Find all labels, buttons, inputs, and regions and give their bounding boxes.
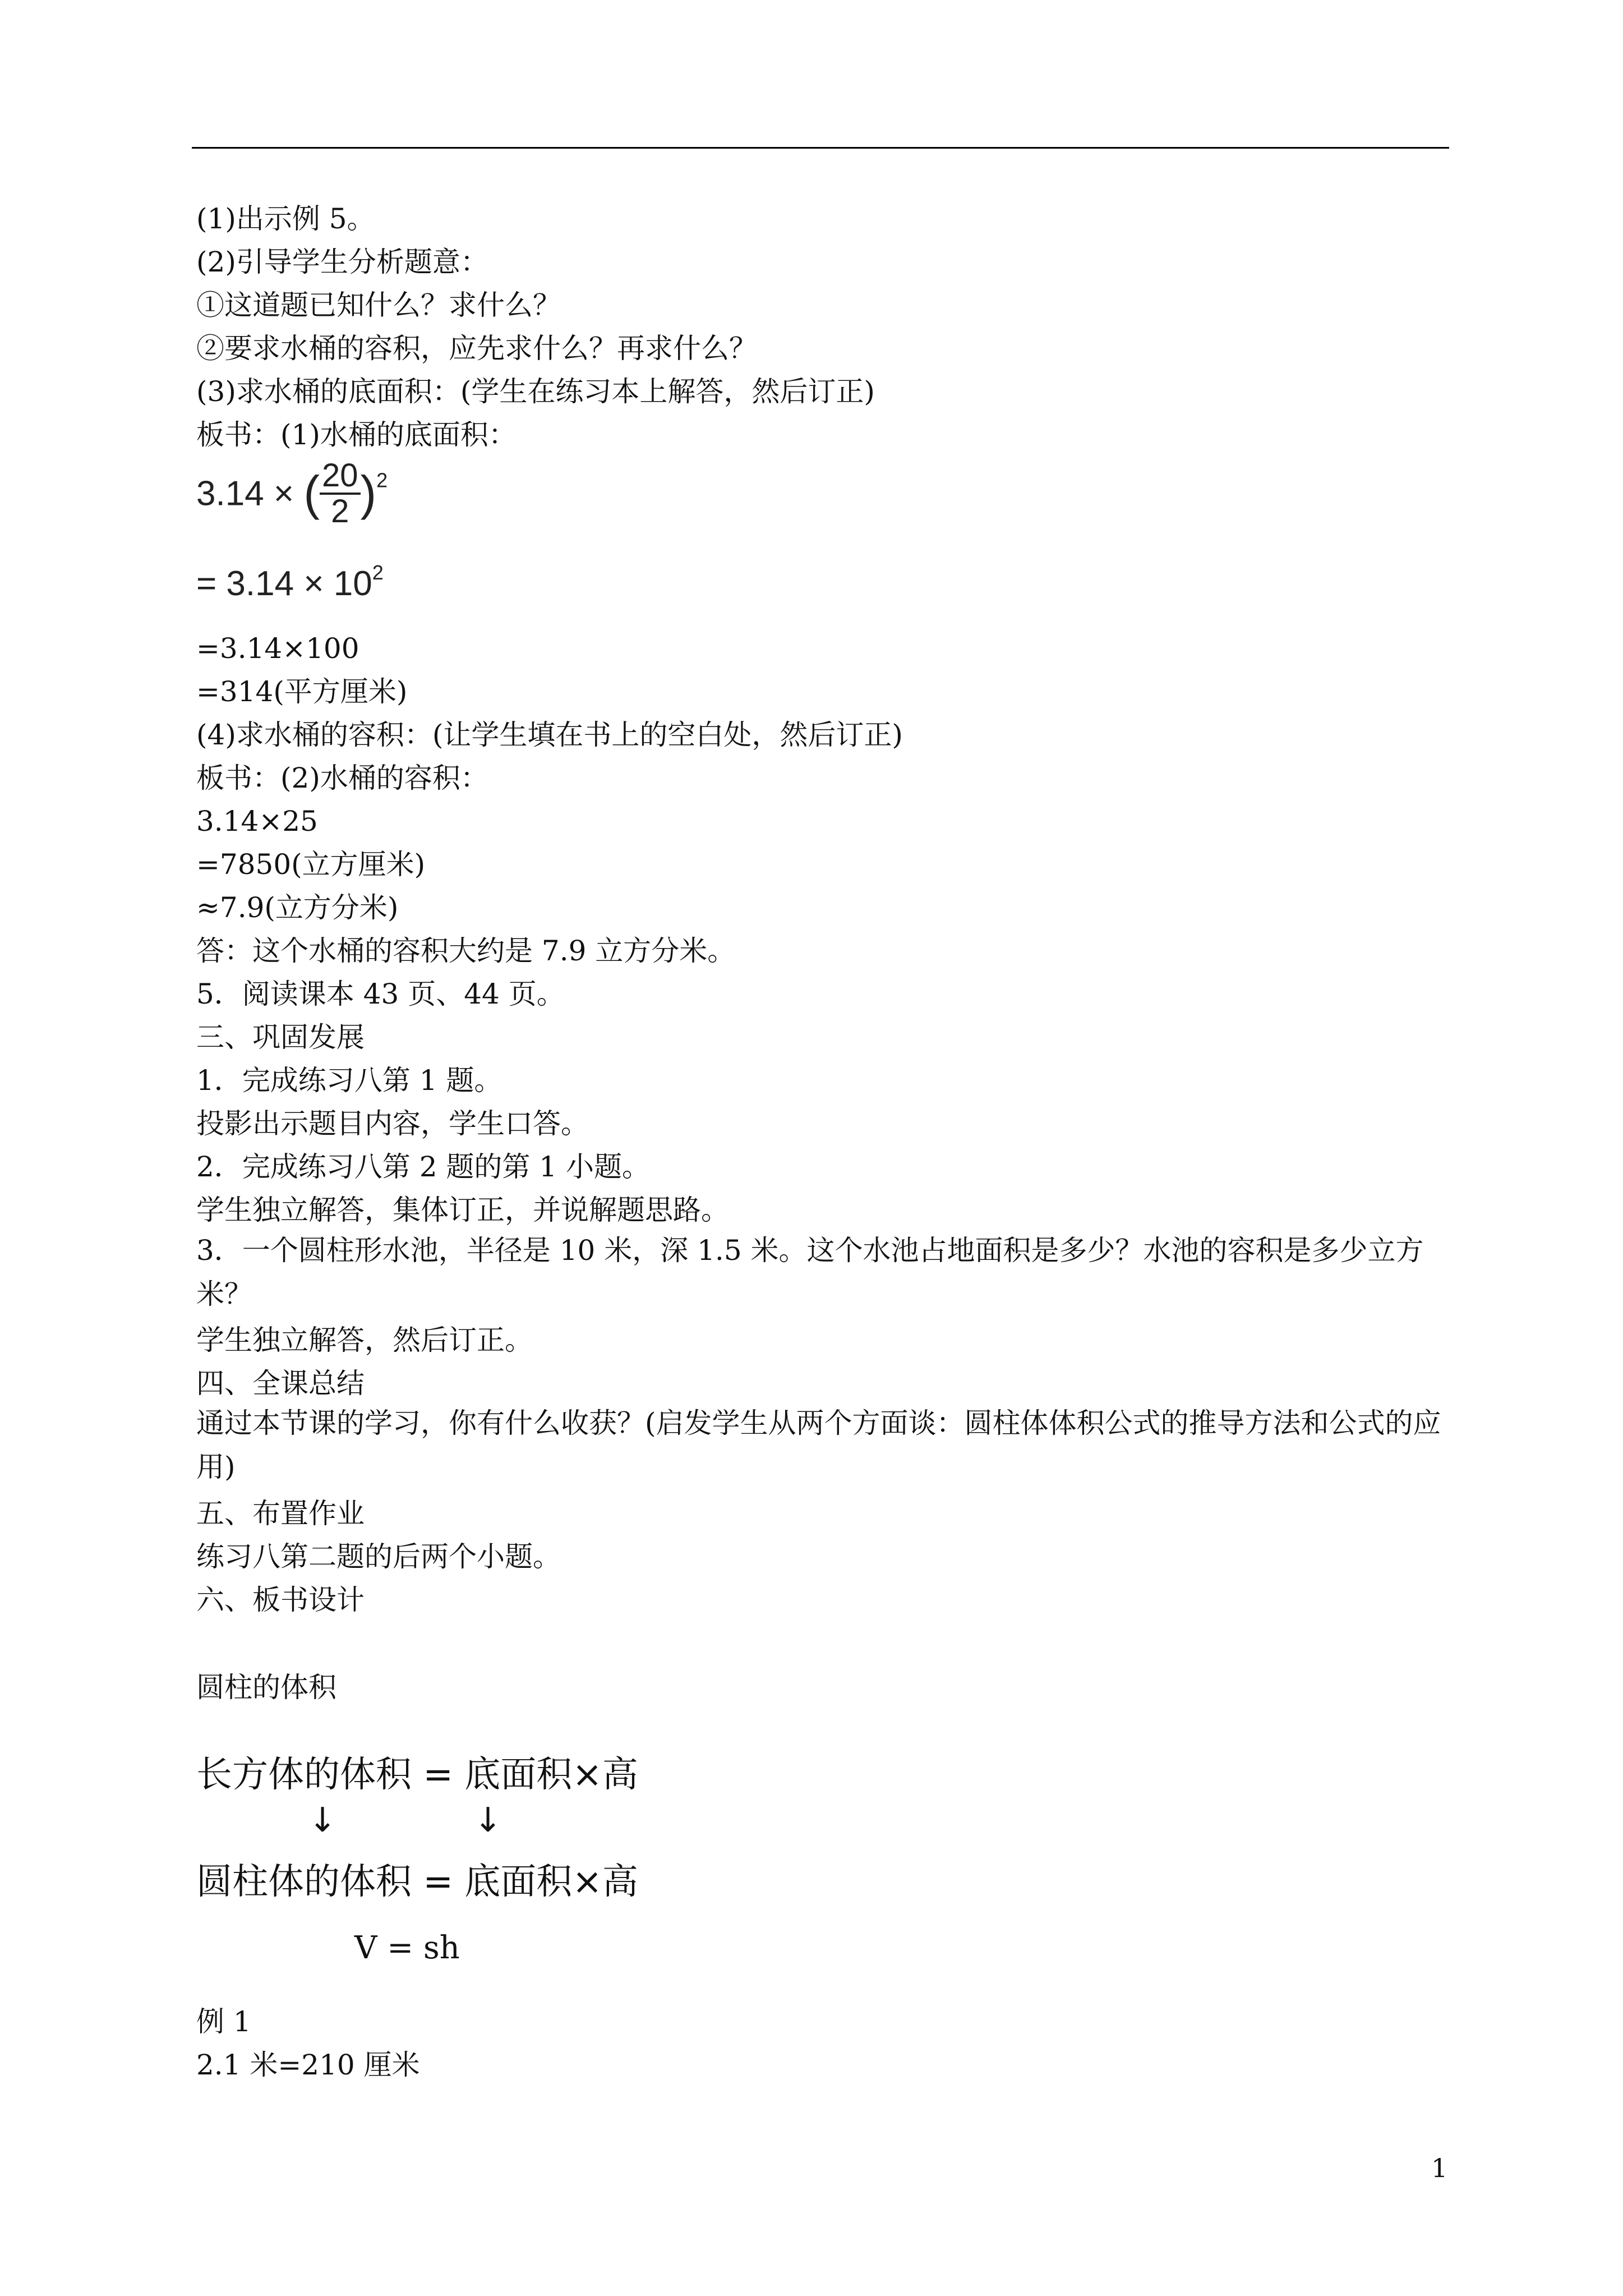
board-title: 圆柱的体积: [196, 1671, 336, 1704]
text-line: 3．一个圆柱形水池，半径是 10 米，深 1.5 米。这个水池占地面积是多少？水池的容积是多少立方米？: [196, 1234, 1424, 1310]
text-line: 2.1 米=210 厘米: [196, 2049, 420, 2081]
section-heading: 四、全课总结: [196, 1367, 365, 1400]
text-line: 板书：(2)水桶的容积：: [196, 762, 488, 794]
down-arrow-icon: ↓: [474, 1801, 502, 1840]
text-line: ≈7.9(立方分米): [196, 891, 399, 924]
text-line: (2)引导学生分析题意：: [196, 246, 488, 278]
board-formula: V = sh: [354, 1930, 460, 1966]
section-heading: 三、巩固发展: [196, 1021, 365, 1053]
text-line: 3.14×25: [196, 805, 318, 838]
header-rule: [192, 147, 1449, 149]
text-line: 投影出示题目内容，学生口答。: [196, 1107, 589, 1140]
text-line: 5．阅读课本 43 页、44 页。: [196, 978, 565, 1010]
formula-exponent: 2: [376, 468, 388, 492]
text-line: 通过本节课的学习，你有什么收获？(启发学生从两个方面谈：圆柱体体积公式的推导方法和公式的应用): [196, 1407, 1441, 1483]
text-line: 1．完成练习八第 1 题。: [196, 1064, 502, 1097]
fraction-numerator: 20: [320, 459, 361, 495]
text-line: =314(平方厘米): [196, 675, 408, 708]
fraction-denominator: 2: [331, 493, 349, 530]
text-line: =7850(立方厘米): [196, 848, 426, 881]
text-line: (4)求水桶的容积：(让学生填在书上的空白处，然后订正): [196, 719, 903, 751]
text-line: 练习八第二题的后两个小题。: [196, 1540, 561, 1573]
page-number: 1: [1431, 2153, 1448, 2183]
text-line: (3)求水桶的底面积：(学生在练习本上解答，然后订正): [196, 375, 875, 408]
section-heading: 五、布置作业: [196, 1497, 365, 1530]
formula2-text: = 3.14 × 10: [196, 564, 372, 603]
formula-rparen: ): [360, 466, 377, 521]
board-cylinder-volume: 圆柱体的体积 = 底面积×高: [196, 1861, 638, 1903]
text-line: ①这道题已知什么？求什么？: [196, 289, 561, 321]
text-line: 学生独立解答，集体订正，并说解题思路。: [196, 1194, 729, 1226]
formula2-exponent: 2: [372, 561, 384, 584]
text-line: 答：这个水桶的容积大约是 7.9 立方分米。: [196, 935, 736, 967]
formula-base-area: [196, 459, 388, 543]
section-heading: 六、板书设计: [196, 1584, 365, 1616]
text-line: =3.14×100: [196, 632, 359, 665]
text-line: 板书：(1)水桶的底面积：: [196, 418, 517, 451]
formula-times: ×: [273, 474, 294, 513]
formula-coef: 3.14: [196, 474, 264, 513]
text-line: (1)出示例 5。: [196, 203, 375, 235]
text-line: ②要求水桶的容积，应先求什么？再求什么？: [196, 332, 757, 365]
formula-fraction: [320, 459, 361, 528]
text-line: 学生独立解答，然后订正。: [196, 1324, 533, 1356]
down-arrow-icon: ↓: [308, 1801, 337, 1840]
text-line: 2．完成练习八第 2 题的第 1 小题。: [196, 1151, 651, 1183]
formula-lparen: (: [303, 466, 320, 521]
formula-base-area-step2: [196, 561, 384, 604]
text-line: 例 1: [196, 2005, 251, 2038]
board-cuboid-volume: 长方体的体积 = 底面积×高: [196, 1754, 638, 1796]
